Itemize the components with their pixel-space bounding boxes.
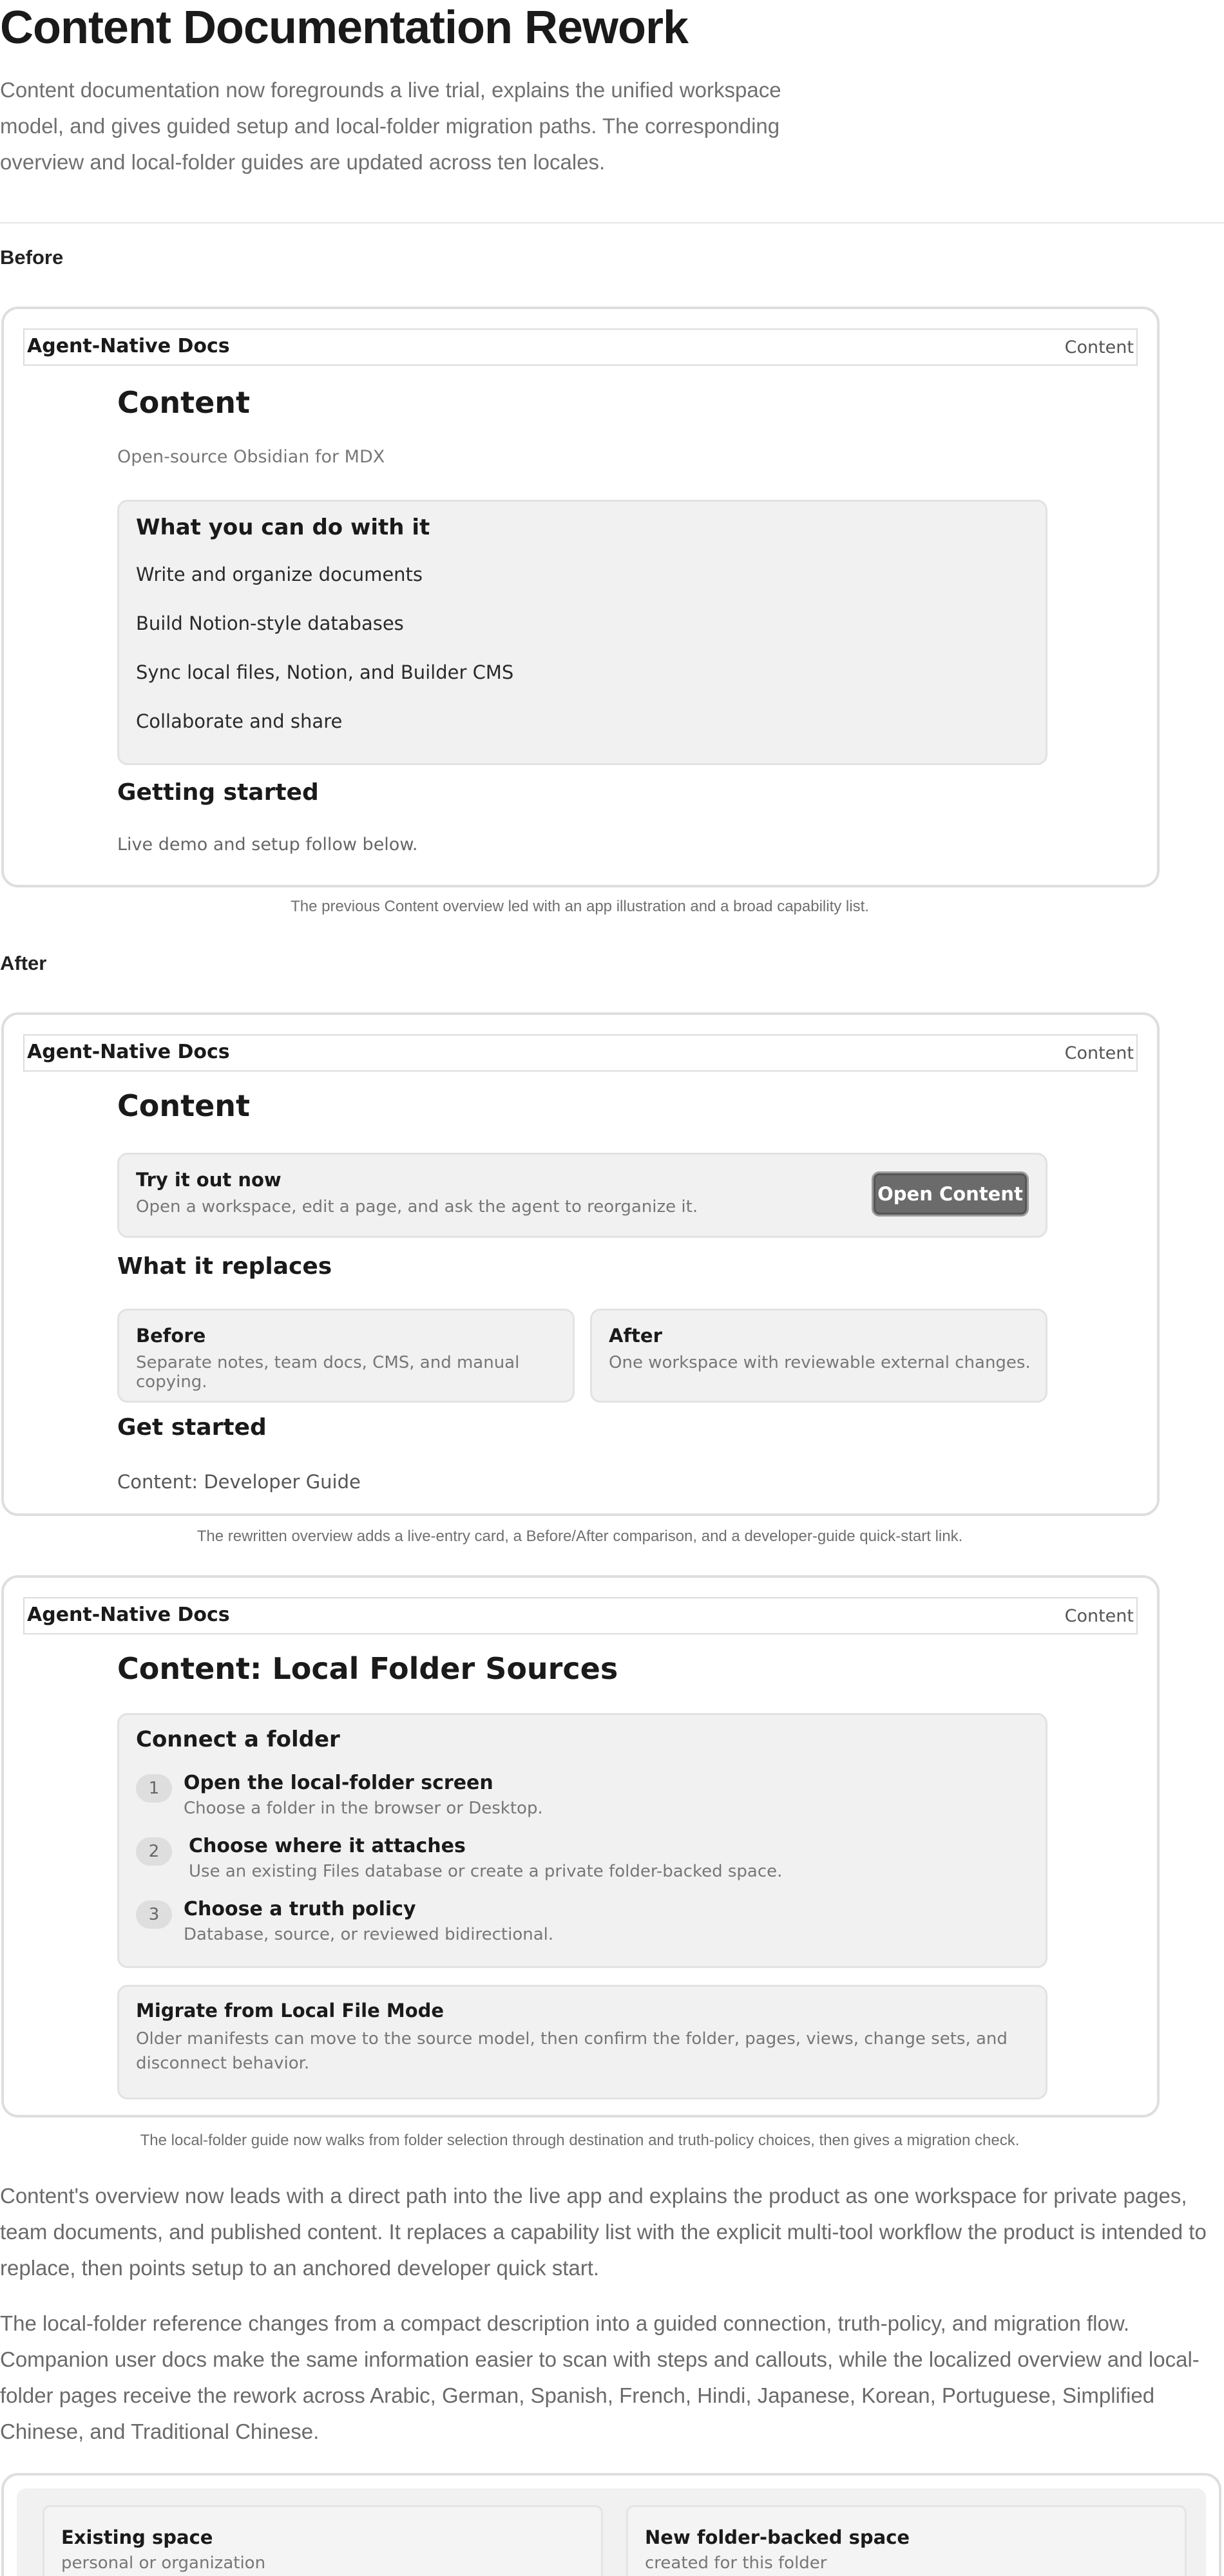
step-number: 1 [136,1774,172,1803]
body-paragraph-1: Content's overview now leads with a direct path into the live app and explains the product as one workspace for private pages, team documents, and published content. It replaces a capability list with the explicit multi-tool workflow the product is intended to replace, then points setup to an anchored developer quick start. [0,2184,1207,2280]
after-caption: The rewritten overview adds a live-entry card, a Before/After comparison, and a developer-guide quick-start link. [196,1528,963,1545]
mock-page-title: Content [117,1088,251,1123]
new-space-card[interactable] [626,2505,1187,2576]
existing-space-card[interactable] [43,2505,603,2576]
intro-paragraph: Content documentation now foregrounds a live trial, explains the unified workspace model, and gives guided setup and local-folder migration paths. The corresponding overview and local-folder guides are updated across ten locales. [0,78,781,174]
before-caption: The previous Content overview led with an app illustration and a broad capability list. [291,898,869,915]
step-title: Choose a truth policy [184,1898,416,1920]
list-item: Write and organize documents [136,564,423,585]
step-text: Database, source, or reviewed bidirectional. [184,1925,554,1944]
nav-content-link[interactable]: Content [1064,1606,1134,1626]
mock-subtitle: Open-source Obsidian for MDX [117,447,385,467]
nav-content-link[interactable]: Content [1064,1043,1134,1063]
replaces-heading: What it replaces [117,1253,332,1280]
before-card-text: Separate notes, team docs, CMS, and manual copying. [136,1353,520,1392]
divider [0,222,1224,223]
step-title: Choose where it attaches [189,1835,466,1857]
step-text: Choose a folder in the browser or Desktop. [184,1799,543,1818]
try-title: Try it out now [136,1169,282,1191]
migrate-text: Older manifests can move to the source model, then confirm the folder, pages, views, change sets, and disconnect behavior. [136,2029,1008,2073]
after-card-text: One workspace with reviewable external changes. [609,1353,1031,1372]
developer-guide-link[interactable]: Content: Developer Guide [117,1471,361,1493]
existing-space-text: personal or organization [61,2553,266,2573]
getting-started-heading: Getting started [117,779,319,806]
mock-page-title: Content: Local Folder Sources [117,1651,618,1686]
body-paragraph-2: The local-folder reference changes from a compact description into a guided connection, truth-policy, and migration flow. Companion user docs make the same information easier to scan with steps and callouts, while the localized overview and local-folder pages receive the rework across Arabic, German, Spanish, French, Hindi, Japanese, Korean, Portuguese, Simplified Chinese, and Traditional Chinese. [0,2311,1200,2443]
panel-title: What you can do with it [136,515,430,540]
new-space-text: created for this folder [645,2553,827,2573]
mock-page-title: Content [117,385,251,420]
after-card [590,1309,1047,1403]
step-text: Use an existing Files database or create a private folder-backed space. [189,1862,783,1881]
new-space-title: New folder-backed space [645,2526,910,2548]
before-card-title: Before [136,1325,206,1347]
list-item: Build Notion-style databases [136,612,404,634]
brand-link[interactable]: Agent-Native Docs [27,1604,230,1626]
open-content-button[interactable]: Open Content [872,1171,1029,1217]
step-number: 3 [136,1900,172,1929]
panel-title: Connect a folder [136,1727,340,1752]
capability-panel [117,500,1047,765]
step-title: Open the local-folder screen [184,1772,493,1794]
try-card [117,1153,1047,1238]
after-card-title: After [609,1325,662,1347]
folder-caption: The local-folder guide now walks from folder selection through destination and truth-policy choices, then gives a migration check. [140,2132,1020,2149]
before-label: Before [0,246,64,269]
before-card [117,1309,575,1403]
existing-space-title: Existing space [61,2526,213,2548]
mock-nav-bar [23,1597,1138,1634]
mock-nav-bar [23,1034,1138,1072]
connect-folder-panel [117,1713,1047,1968]
after-mockup [1,1012,1160,1516]
mock-nav-bar [23,328,1138,366]
brand-link[interactable]: Agent-Native Docs [27,1041,230,1063]
migrate-title: Migrate from Local File Mode [136,2000,445,2022]
local-folder-mockup [1,1575,1160,2117]
destination-panel [17,2488,1206,2576]
after-label: After [0,952,47,974]
nav-content-link[interactable]: Content [1064,337,1134,357]
step-number: 2 [136,1837,172,1866]
list-item: Collaborate and share [136,710,343,732]
getting-started-text: Live demo and setup follow below. [117,835,418,855]
brand-link[interactable]: Agent-Native Docs [27,335,230,357]
get-started-heading: Get started [117,1414,267,1441]
list-item: Sync local files, Notion, and Builder CMS [136,661,514,683]
try-text: Open a workspace, edit a page, and ask the agent to reorganize it. [136,1197,698,1217]
migrate-panel [117,1985,1047,2099]
page-title: Content Documentation Rework [0,2,689,53]
before-mockup [1,307,1160,887]
destination-mockup [1,2473,1221,2576]
